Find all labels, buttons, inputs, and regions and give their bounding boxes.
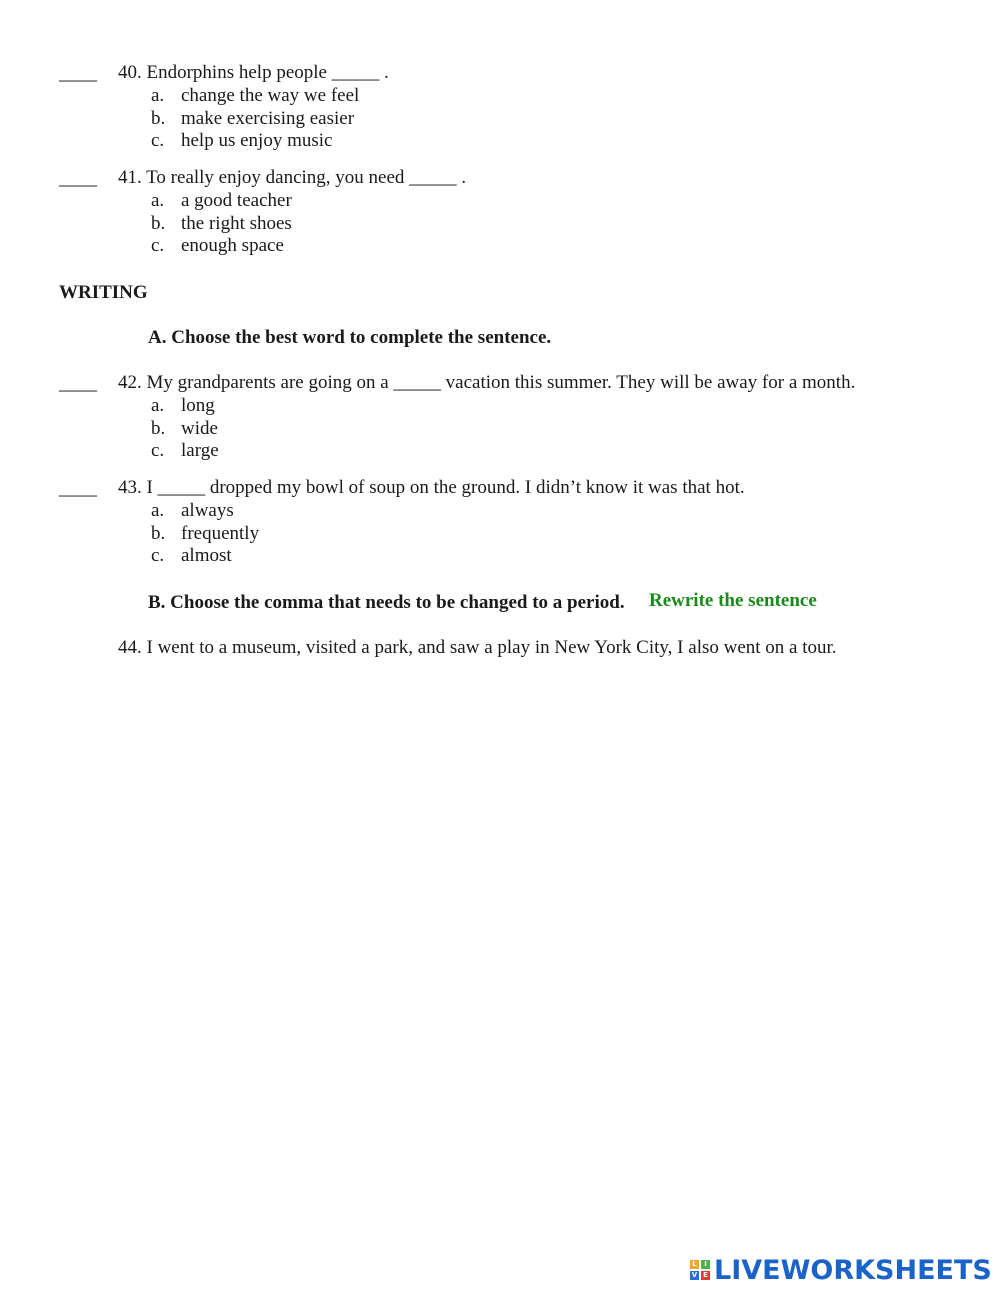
logo-mark-letter: I xyxy=(701,1260,710,1269)
option-letter: b. xyxy=(151,213,166,234)
answer-blank-42: ____ xyxy=(59,373,97,394)
option-text: change the way we feel xyxy=(181,85,360,106)
option-letter: b. xyxy=(151,108,166,129)
logo-text: LIVEWORKSHEETS xyxy=(714,1254,992,1286)
logo-mark-letter: V xyxy=(691,1271,698,1279)
question-41-stem: 41. To really enjoy dancing, you need _____ . xyxy=(118,167,467,188)
option-text: enough space xyxy=(181,235,284,256)
option-text: long xyxy=(181,395,215,416)
option-letter: c. xyxy=(151,440,165,461)
rewrite-sentence-note: Rewrite the sentence xyxy=(649,590,817,611)
option-text: large xyxy=(181,440,219,461)
part-b-instruction: B. Choose the comma that needs to be changed to a period. xyxy=(148,592,625,613)
option-letter: c. xyxy=(151,545,165,566)
option-letter: b. xyxy=(151,523,166,544)
option-letter: a. xyxy=(151,85,165,106)
logo-mark-letter: E xyxy=(701,1271,710,1280)
option-text: a good teacher xyxy=(181,190,292,211)
option-letter: a. xyxy=(151,500,165,521)
option-text: the right shoes xyxy=(181,213,292,234)
option-text: wide xyxy=(181,418,218,439)
question-40-stem: 40. Endorphins help people _____ . xyxy=(118,62,389,83)
option-text: make exercising easier xyxy=(181,108,355,129)
section-heading-writing: WRITING xyxy=(59,282,148,303)
option-text: help us enjoy music xyxy=(181,130,333,151)
option-letter: a. xyxy=(151,395,165,416)
option-letter: c. xyxy=(151,235,165,256)
option-letter: a. xyxy=(151,190,165,211)
option-letter: c. xyxy=(151,130,165,151)
question-42-stem: 42. My grandparents are going on a _____ vacation this summer. They will be away for a month. xyxy=(118,372,856,393)
answer-blank-41: ____ xyxy=(59,168,97,189)
answer-blank-40: ____ xyxy=(59,63,97,84)
option-text: always xyxy=(181,500,234,521)
logo-mark-icon xyxy=(690,1260,710,1280)
option-letter: b. xyxy=(151,418,166,439)
option-text: frequently xyxy=(181,523,260,544)
liveworksheets-logo xyxy=(690,1255,992,1285)
answer-blank-43: ____ xyxy=(59,478,97,499)
question-44-stem: 44. I went to a museum, visited a park, and saw a play in New York City, I also went on a tour. xyxy=(118,637,837,658)
part-a-instruction: A. Choose the best word to complete the sentence. xyxy=(148,327,552,348)
option-text: almost xyxy=(181,545,232,566)
question-43-stem: 43. I _____ dropped my bowl of soup on the ground. I didn’t know it was that hot. xyxy=(118,477,745,498)
logo-mark-letter: L xyxy=(690,1260,699,1269)
